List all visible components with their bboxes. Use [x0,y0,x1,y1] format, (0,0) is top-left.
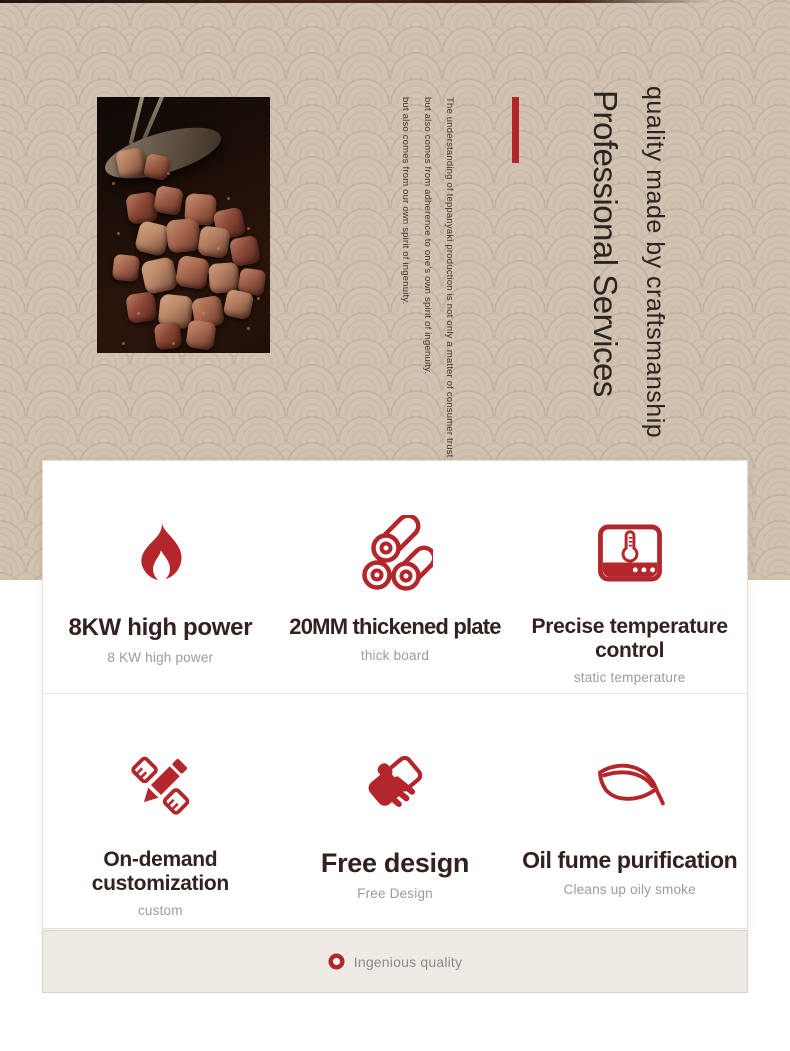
seasoning-speck [112,182,115,185]
feature-subtitle: custom [137,903,183,919]
footer-label: Ingenious quality [353,953,463,970]
feature-subtitle: Free Design [357,886,433,902]
hero-body-line: but also comes from our own spirit of ingenuity. [400,97,411,305]
hero-title-vertical: Professional Services [587,90,624,397]
meat-cube [143,153,171,181]
ring-icon [328,953,345,970]
seasoning-speck [167,172,170,175]
handshake-icon [278,746,513,826]
feature-title: 8KW high power [68,614,253,641]
feature-subtitle: Cleans up oily smoke [563,881,696,897]
hero-body-text [394,97,460,457]
meat-cube [165,217,201,253]
seasoning-speck [122,342,125,345]
meat-cube [222,288,254,320]
leaf-icon [512,746,747,826]
meat-cube [115,147,147,179]
meat-cube [112,254,141,283]
seasoning-speck [247,227,250,230]
seasoning-speck [217,247,220,250]
pencil-ruler-icon [43,746,278,826]
hero-body-line: The understanding of teppanyaki production is not only a matter of consumer trust [444,97,455,458]
seasoning-speck [247,327,250,330]
feature-row [43,461,747,693]
feature-subtitle: static temperature [573,670,686,686]
feature-card [43,461,278,693]
feature-card [43,694,278,928]
feature-card [278,694,513,928]
feature-row [43,693,747,928]
seasoning-speck [257,297,260,300]
feature-title: Precise temperature control [531,615,728,662]
feature-card [278,461,513,693]
seasoning-speck [227,197,230,200]
hero-body-line: but also comes from adherence to one's own spirit of ingenuity. [422,97,433,375]
meat-cube [197,225,231,259]
feature-title: 20MM thickened plate [289,614,501,639]
meat-cube [185,319,217,351]
features-panel [42,460,748,929]
meat-cube [175,255,211,291]
flame-icon [43,513,278,593]
seasoning-speck [117,232,120,235]
top-border [0,0,712,3]
feature-card [512,694,747,928]
footer-bar [42,930,748,993]
meat-cube [140,256,179,295]
meat-cube [153,185,184,216]
logs-icon [278,513,513,593]
feature-title: Oil fume purification [522,847,738,873]
teppanyaki-photo [97,97,270,353]
seasoning-speck [172,342,175,345]
feature-title: Free design [320,848,470,878]
meat-cube [125,291,158,324]
red-accent-bar [512,97,519,163]
hero-headline-vertical: quality made by craftsmanship [641,86,669,439]
thermostat-icon [512,513,747,593]
feature-subtitle: thick board [360,647,430,663]
seasoning-speck [137,312,140,315]
meat-cube [154,322,183,351]
feature-card [512,461,747,693]
seasoning-speck [202,312,205,315]
feature-subtitle: 8 KW high power [107,649,214,665]
feature-title: On-demand customization [91,848,229,895]
